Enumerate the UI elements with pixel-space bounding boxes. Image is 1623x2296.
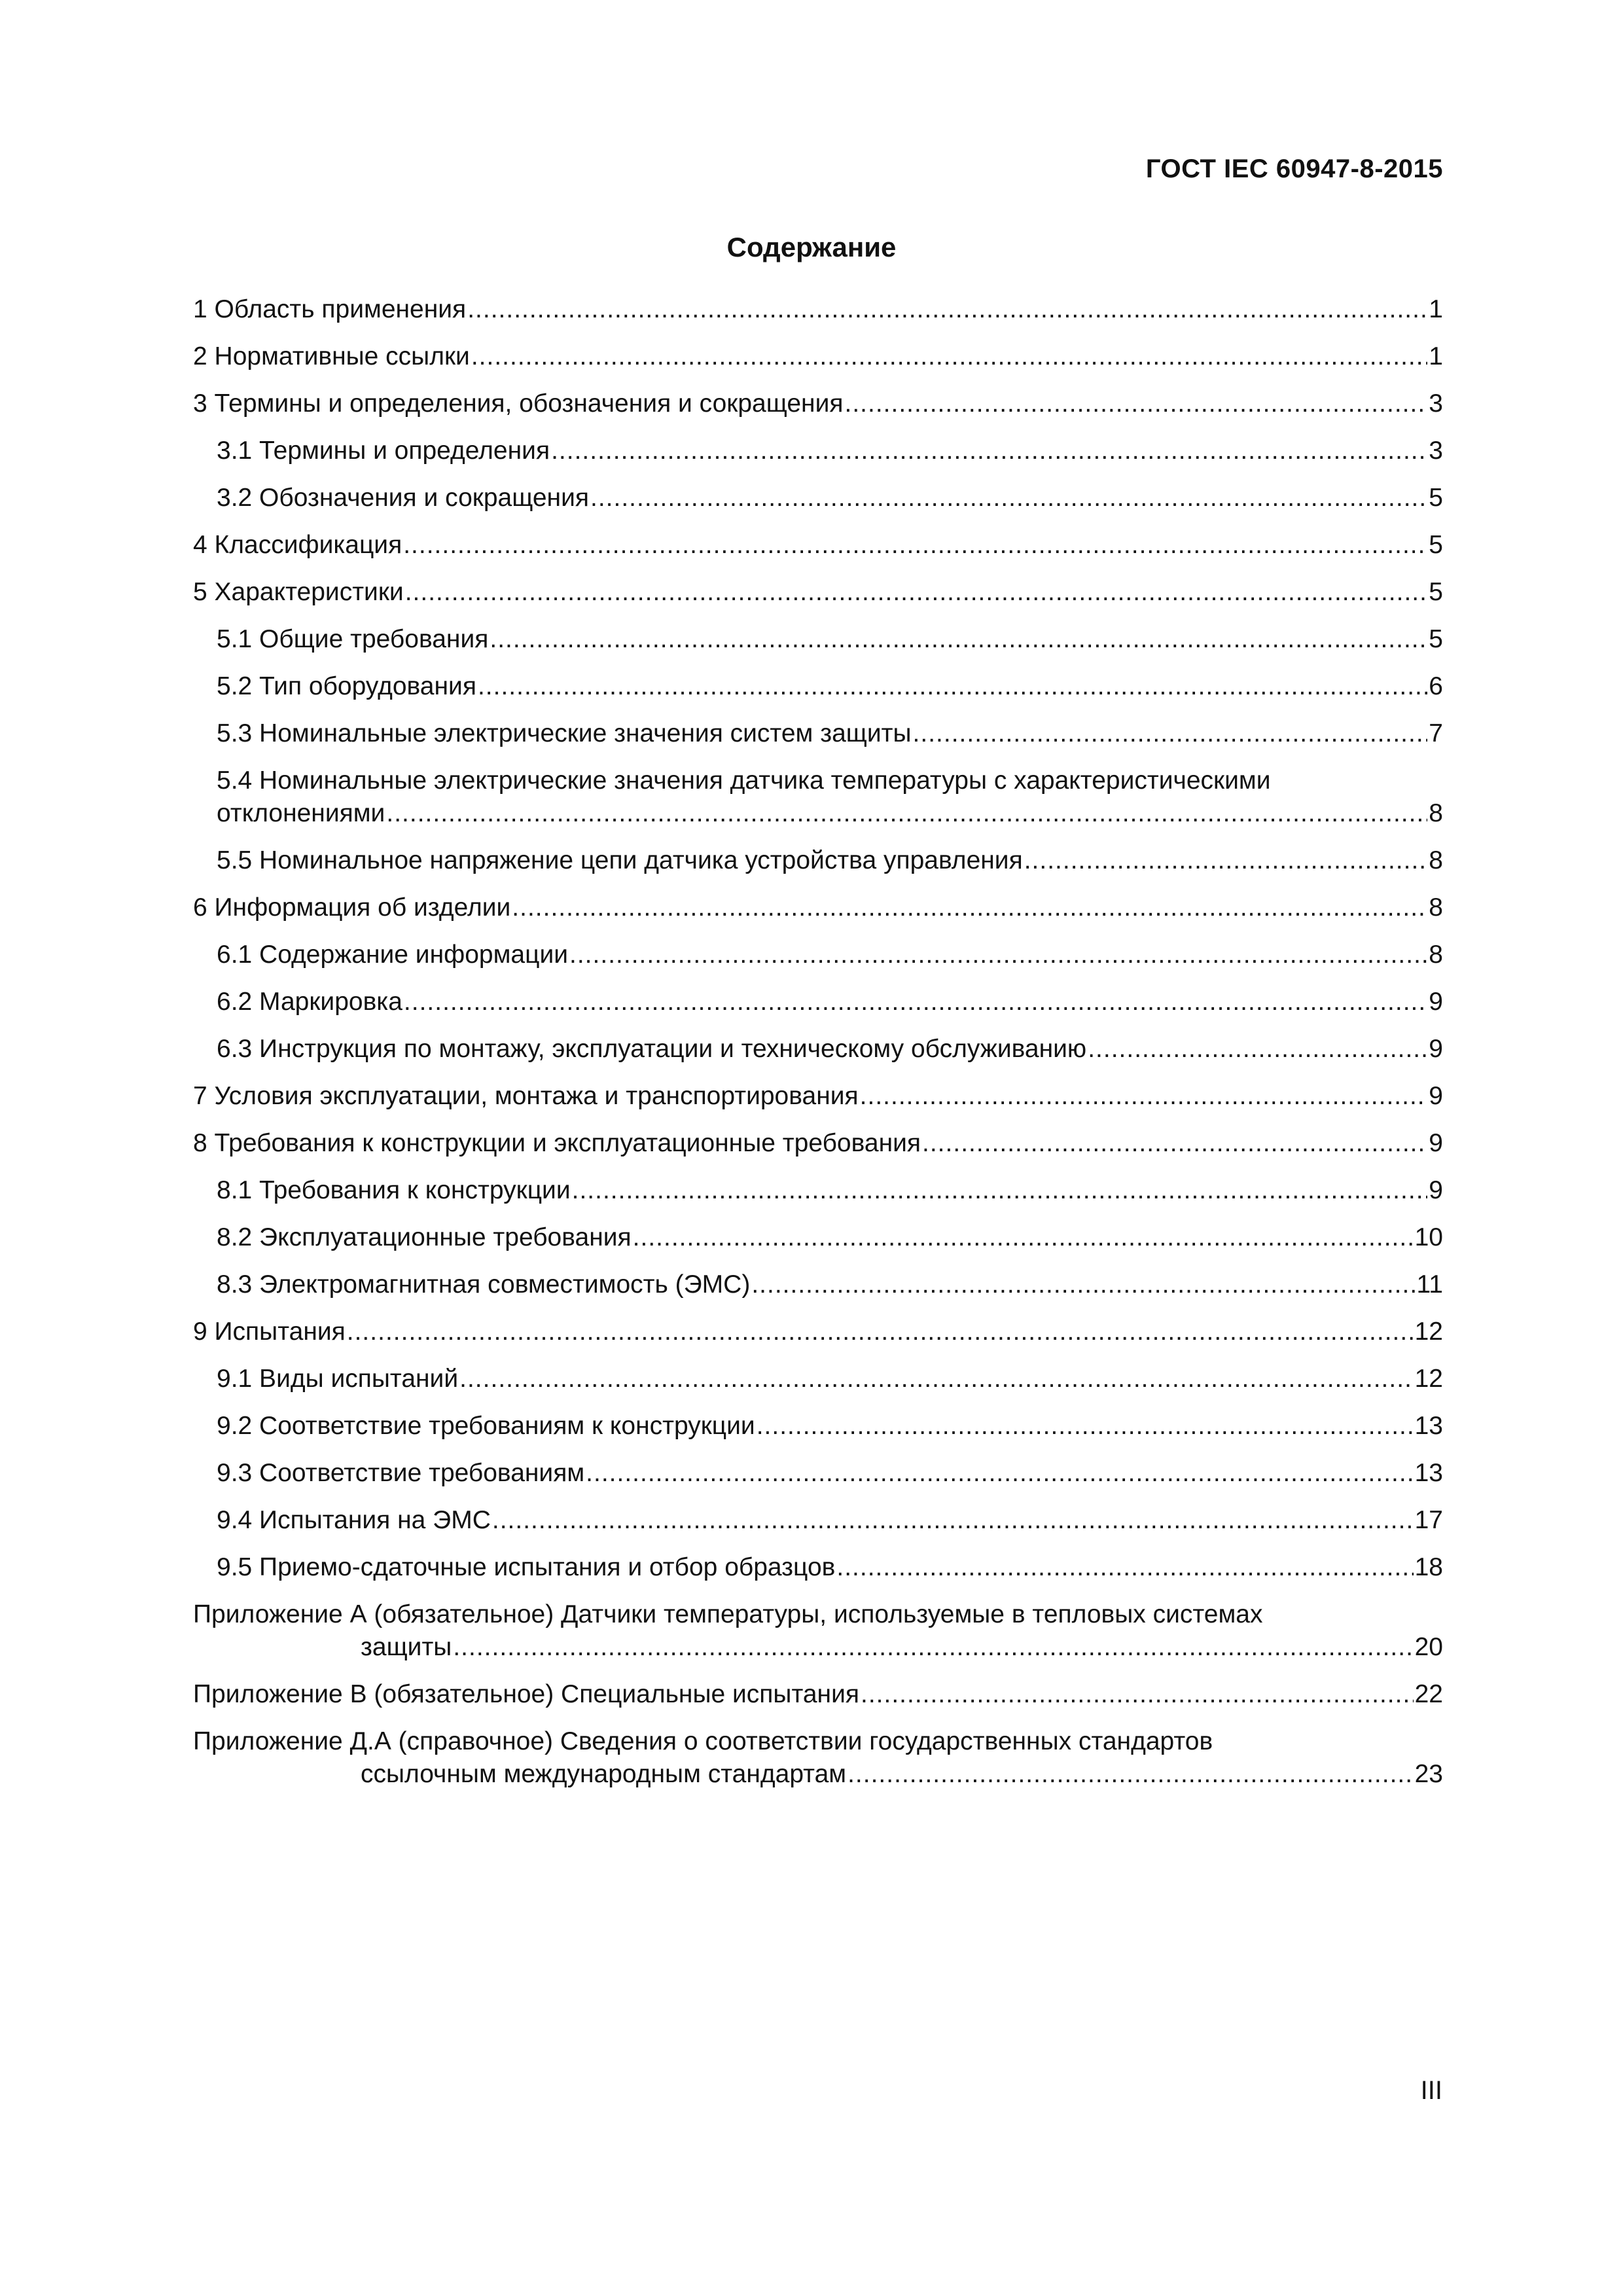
toc-entry-page: 1: [1429, 295, 1443, 323]
toc-entry-title-continuation: отклонениями: [217, 799, 385, 827]
toc-entry-title: Приложение В (обязательное) Специальные испытания: [193, 1680, 859, 1708]
dot-leader: [633, 1221, 1414, 1254]
dot-leader: [1088, 1033, 1427, 1066]
dot-leader: [572, 1174, 1428, 1207]
toc-entry-title: 5.4 Номинальные электрические значения датчика температуры с характеристическими: [217, 766, 1271, 795]
dot-leader: [471, 340, 1427, 373]
dot-leader: [405, 576, 1428, 609]
toc-entry[interactable]: [193, 1598, 1443, 1664]
toc-entry-row: [193, 1758, 1443, 1791]
toc-entry[interactable]: [193, 482, 1443, 514]
dot-leader: [467, 293, 1427, 326]
toc-entry-title: Приложение Д.А (справочное) Сведения о соответствии государственных стандартов: [193, 1727, 1213, 1755]
toc-entry-page: 17: [1414, 1506, 1443, 1534]
document-code: ГОСТ IEC 60947-8-2015: [1145, 154, 1443, 183]
toc-entry-title: 9.1 Виды испытаний: [217, 1365, 459, 1393]
toc-entry-page: 5: [1429, 484, 1443, 512]
dot-leader: [1024, 844, 1428, 877]
toc-entry-page: 22: [1414, 1680, 1443, 1708]
toc-entry-title: 8.1 Требования к конструкции: [217, 1176, 571, 1204]
toc-entry-title: 5.2 Тип оборудования: [217, 672, 476, 700]
toc-entry-title: 6.1 Содержание информации: [217, 941, 569, 969]
dot-leader: [404, 986, 1427, 1018]
toc-entry-page: 9: [1429, 1176, 1443, 1204]
dot-leader: [490, 623, 1427, 656]
dot-leader: [847, 1758, 1414, 1791]
toc-entry-page: 12: [1414, 1318, 1443, 1346]
dot-leader: [551, 435, 1427, 467]
toc-entry[interactable]: [193, 1504, 1443, 1537]
toc-entry[interactable]: [193, 1221, 1443, 1254]
toc-entry[interactable]: [193, 529, 1443, 562]
toc-entry-page: 23: [1414, 1760, 1443, 1788]
toc-entry-row: [193, 891, 1443, 924]
toc-entry-title: 8.3 Электромагнитная совместимость (ЭМС): [217, 1270, 751, 1299]
toc-entry-title-continuation: защиты: [361, 1633, 452, 1661]
toc-entry-title: 5.3 Номинальные электрические значения систем защиты: [217, 719, 912, 747]
toc-entry-row: [193, 1316, 1443, 1348]
dot-leader: [453, 1631, 1413, 1664]
toc-entry-row: [217, 1551, 1443, 1584]
dot-leader: [478, 670, 1427, 703]
toc-entry[interactable]: [193, 1410, 1443, 1443]
toc-entry-row: [193, 387, 1443, 420]
toc-entry-row: [217, 1033, 1443, 1066]
toc-entry-title: 1 Область применения: [193, 295, 467, 323]
toc-entry-row: [217, 844, 1443, 877]
toc-entry-title: 6.2 Маркировка: [217, 988, 402, 1016]
toc-entry[interactable]: [193, 623, 1443, 656]
toc-entry-row: [217, 1221, 1443, 1254]
toc-entry-title: 9.2 Соответствие требованиям к конструкции: [217, 1412, 755, 1440]
dot-leader: [590, 482, 1427, 514]
toc-entry-row: [193, 1631, 1443, 1664]
toc-entry-row: [217, 435, 1443, 467]
toc-entry-page: 9: [1429, 988, 1443, 1016]
toc-entry[interactable]: [193, 891, 1443, 924]
toc-entry[interactable]: [193, 717, 1443, 750]
toc-entry-page: 18: [1414, 1553, 1443, 1581]
toc-entry-page: 20: [1414, 1633, 1443, 1661]
toc-entry[interactable]: [193, 1174, 1443, 1207]
toc-entry-row: [193, 529, 1443, 562]
toc-entry-page: 1: [1429, 342, 1443, 370]
dot-leader: [845, 387, 1428, 420]
toc-entry-title: 6 Информация об изделии: [193, 893, 511, 922]
toc-entry-title: Приложение А (обязательное) Датчики температуры, используемые в тепловых системах: [193, 1600, 1263, 1628]
toc-entry[interactable]: [193, 435, 1443, 467]
dot-leader: [459, 1363, 1413, 1395]
toc-entry-page: 13: [1414, 1459, 1443, 1487]
toc-entry-page: 11: [1416, 1270, 1443, 1299]
toc-entry-page: 9: [1429, 1129, 1443, 1157]
dot-leader: [347, 1316, 1414, 1348]
toc-entry[interactable]: [193, 1127, 1443, 1160]
page-number: III: [1420, 2076, 1442, 2105]
toc-entry-row: [217, 1268, 1443, 1301]
dot-leader: [569, 939, 1427, 971]
dot-leader: [492, 1504, 1414, 1537]
toc-entry-title: 5.5 Номинальное напряжение цепи датчика устройства управления: [217, 846, 1023, 874]
toc-entry-row: [217, 623, 1443, 656]
toc-entry-page: 3: [1429, 389, 1443, 418]
dot-leader: [860, 1080, 1428, 1113]
toc-entry-page: 8: [1429, 893, 1443, 922]
toc-entry[interactable]: [193, 1457, 1443, 1490]
toc-entry-title: 9 Испытания: [193, 1318, 346, 1346]
toc-entry-title-continuation: ссылочным международным стандартам: [361, 1760, 847, 1788]
toc-entry-title: 3.1 Термины и определения: [217, 437, 550, 465]
toc-entry-page: 5: [1429, 578, 1443, 606]
dot-leader: [861, 1678, 1414, 1711]
toc-entry[interactable]: [193, 1080, 1443, 1113]
toc-entry-page: 5: [1429, 531, 1443, 559]
toc-entry-title: 2 Нормативные ссылки: [193, 342, 470, 370]
toc-entry[interactable]: [193, 986, 1443, 1018]
toc-entry[interactable]: [193, 1678, 1443, 1711]
toc-title: Содержание: [726, 232, 897, 262]
toc-entry-row: [193, 1080, 1443, 1113]
toc-entry-page: 6: [1429, 672, 1443, 700]
dot-leader: [586, 1457, 1413, 1490]
dot-leader: [913, 717, 1428, 750]
toc-entry-title: 8 Требования к конструкции и эксплуатационные требования: [193, 1129, 921, 1157]
toc-entry-page: 12: [1414, 1365, 1443, 1393]
toc-entry-row: [193, 1678, 1443, 1711]
toc-entry[interactable]: [193, 670, 1443, 703]
toc-entry-page: 3: [1429, 437, 1443, 465]
dot-leader: [757, 1410, 1414, 1443]
toc-entry[interactable]: [193, 576, 1443, 609]
dot-leader: [386, 797, 1427, 830]
toc-entry[interactable]: [193, 1033, 1443, 1066]
toc-entry[interactable]: [193, 1268, 1443, 1301]
toc-entry-row: [217, 482, 1443, 514]
toc-entry-title: 3 Термины и определения, обозначения и сокращения: [193, 389, 844, 418]
toc-entry-title: 9.5 Приемо-сдаточные испытания и отбор образцов: [217, 1553, 836, 1581]
toc-entry-page: 8: [1429, 846, 1443, 874]
dot-leader: [512, 891, 1427, 924]
toc-entry-row: [217, 717, 1443, 750]
toc-entry[interactable]: [193, 293, 1443, 326]
toc-entry-row: [217, 986, 1443, 1018]
toc-entry[interactable]: [193, 1551, 1443, 1584]
toc-entry[interactable]: [193, 844, 1443, 877]
toc-entry-row: [217, 1363, 1443, 1395]
toc-entry-page: 10: [1414, 1223, 1443, 1251]
toc-entry-row: [217, 797, 1443, 830]
toc-entry-row: [193, 1127, 1443, 1160]
toc-entry[interactable]: [193, 1725, 1443, 1791]
toc-entry-row: [217, 670, 1443, 703]
toc-entry-title: 8.2 Эксплуатационные требования: [217, 1223, 632, 1251]
toc-entry-row: [217, 1504, 1443, 1537]
toc-entry-page: 9: [1429, 1082, 1443, 1110]
toc-entry-title: 3.2 Обозначения и сокращения: [217, 484, 589, 512]
dot-leader: [922, 1127, 1427, 1160]
toc-entry-row: [217, 1174, 1443, 1207]
toc-entry-title: 9.3 Соответствие требованиям: [217, 1459, 585, 1487]
toc-entry-page: 9: [1429, 1035, 1443, 1063]
dot-leader: [751, 1268, 1415, 1301]
toc-entry-title: 4 Классификация: [193, 531, 402, 559]
toc-entry-title: 5 Характеристики: [193, 578, 404, 606]
toc-entry-page: 7: [1429, 719, 1443, 747]
toc-entry[interactable]: [193, 1316, 1443, 1348]
toc-entry-page: 5: [1429, 625, 1443, 653]
toc-entry-row: [217, 1457, 1443, 1490]
toc-entry-row: [193, 293, 1443, 326]
toc-entry[interactable]: [193, 764, 1443, 830]
toc-entry-title: 5.1 Общие требования: [217, 625, 489, 653]
toc-entry-page: 8: [1429, 941, 1443, 969]
toc-entry[interactable]: [193, 939, 1443, 971]
toc-entry-page: 8: [1429, 799, 1443, 827]
toc-entry-row: [193, 576, 1443, 609]
dot-leader: [836, 1551, 1413, 1584]
toc-entry-title: 6.3 Инструкция по монтажу, эксплуатации и техническому обслуживанию: [217, 1035, 1087, 1063]
toc-entry-title: 9.4 Испытания на ЭМС: [217, 1506, 491, 1534]
dot-leader: [403, 529, 1427, 562]
toc-entry[interactable]: [193, 1363, 1443, 1395]
toc-entry[interactable]: [193, 387, 1443, 420]
toc-entry-row: [217, 939, 1443, 971]
toc-entry-row: [217, 1410, 1443, 1443]
table-of-contents: [193, 293, 1443, 1805]
toc-entry[interactable]: [193, 340, 1443, 373]
toc-entry-row: [193, 340, 1443, 373]
toc-entry-page: 13: [1414, 1412, 1443, 1440]
toc-entry-title: 7 Условия эксплуатации, монтажа и транспортирования: [193, 1082, 859, 1110]
